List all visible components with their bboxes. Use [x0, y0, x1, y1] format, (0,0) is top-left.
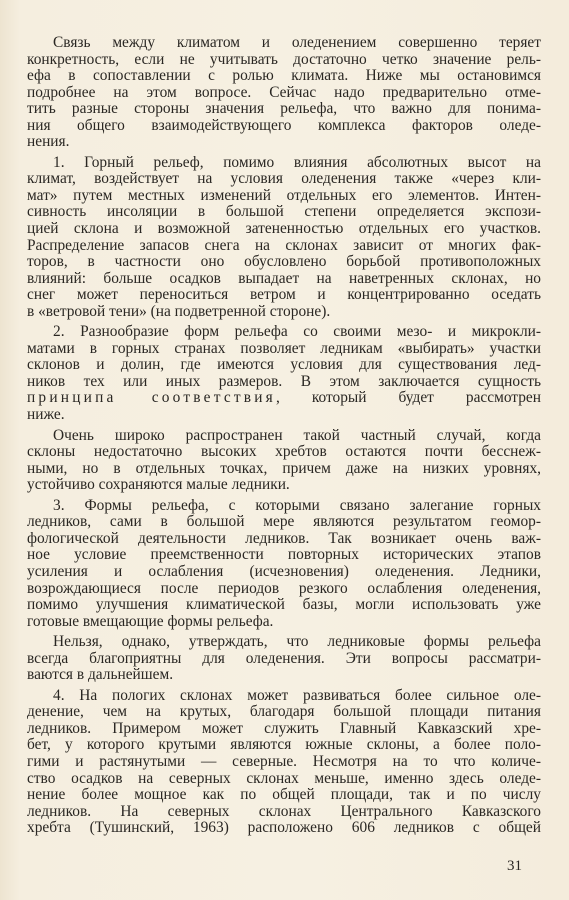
text-line: сивность инсоляции в большой степени определяется экспози-: [27, 203, 541, 221]
text-line: 3. Формы рельефа, с которыми связано залегание горных: [53, 496, 541, 514]
text-line: готовые вмещающие формы рельефа.: [27, 612, 274, 630]
text-line: Нельзя, однако, утверждать, что ледниковые формы рельефа: [53, 633, 541, 651]
text-line-spaced: [27, 390, 541, 407]
text-line: фологической деятельности ледников. Так возникает очень важ-: [27, 529, 541, 547]
text-line: матами в горных странах позволяет ледникам «выбирать» участки: [27, 339, 541, 357]
text-line: ледников. Примером может служить Главный Кавказский хре-: [27, 719, 541, 737]
text-line: бет, у которого крутыми являются южные склоны, а более поло-: [27, 736, 541, 754]
text-line: 4. На пологих склонах может развиваться более сильное оле-: [53, 686, 541, 704]
text-line: Очень широко распространен такой частный случай, когда: [53, 426, 541, 444]
text-line: возрождающиеся после периодов резкого ослабления оледенения,: [27, 579, 541, 597]
text-line: Распределение запасов снега на склонах зависит от многих фак-: [27, 236, 541, 254]
text-line: ное условие преемственности повторных исторических этапов: [27, 546, 541, 564]
paragraph-point-4: [27, 688, 541, 837]
paragraph-point-3: [27, 498, 541, 630]
text-line: ство осадков на северных склонах меньше, именно здесь оледе-: [27, 769, 541, 787]
text-line: 2. Разнообразие форм рельефа со своими мезо- и микрокли-: [53, 323, 541, 341]
text-fragment: , который будет рассмотрен: [275, 389, 541, 407]
text-line: склонов и долин, где имеются условия для существования лед-: [27, 356, 541, 374]
text-line: ефа в сопоставлении с ролью климата. Ниже мы остановимся: [27, 67, 541, 85]
text-line: нения.: [27, 133, 70, 151]
text-line: хребта (Тушинский, 1963) расположено 606 ледников с общей: [27, 819, 541, 837]
text-line: гими и растянутыми — северные. Несмотря на то что количе-: [27, 752, 541, 770]
text-line: помимо улучшения климатической базы, могли использовать уже: [27, 596, 541, 614]
text-line: торов, в частности оно обусловлено борьбой противоположных: [27, 253, 541, 271]
text-line: ников тех или иных размеров. В этом заключается сущность: [27, 372, 541, 390]
text-line: ниже.: [27, 406, 65, 424]
text-line: ваются в дальнейшем.: [27, 666, 174, 684]
text-line: подробнее на этом вопросе. Сейчас надо предварительно отме-: [27, 83, 541, 101]
text-line: конкретность, если не учитывать достаточно четко значение рель-: [27, 50, 541, 68]
paragraph-point-2: [27, 324, 541, 423]
text-line: устойчиво сохраняются малые ледники.: [27, 476, 290, 494]
text-line: всегда благоприятны для оледенения. Эти вопросы рассматри-: [27, 649, 541, 667]
text-line: в «ветровой тени» (на подветренной стороне).: [27, 302, 331, 320]
text-line: ледников, сами в большой мере являются результатом геомор-: [27, 513, 541, 531]
text-line: цией склона и возможной затененностью отдельных его участков.: [27, 220, 541, 238]
page-number: 31: [507, 858, 522, 874]
paragraph-intro: [27, 35, 541, 151]
text-line: снег может переноситься ветром и концентрированно оседать: [27, 286, 541, 304]
paragraph-case: [27, 428, 541, 494]
text-line: усиления и ослабления (исчезновения) оледенения. Ледники,: [27, 562, 541, 580]
paragraph-point-1: [27, 155, 541, 320]
text-line: нение более мощное как по общей площади, так и по числу: [27, 786, 541, 804]
text-line: склоны недостаточно высоких хребтов остаются почти бесснеж-: [27, 443, 541, 461]
paragraph-caveat: [27, 634, 541, 684]
text-line: тить разные стороны значения рельефа, что важно для понима-: [27, 100, 541, 118]
text-line: ледников. На северных склонах Центрального Кавказского: [27, 802, 541, 820]
text-line: Связь между климатом и оледенением совершенно теряет: [53, 34, 541, 51]
text-line: влияний: больше осадков выпадает на наветренных склонах, но: [27, 269, 541, 287]
text-line: мат» путем местных изменений отдельных его элементов. Интен-: [27, 186, 541, 204]
text-line: ными, но в отдельных точках, причем даже на низких уровнях,: [27, 459, 541, 477]
text-line: 1. Горный рельеф, помимо влияния абсолютных высот на: [53, 153, 541, 171]
page-body-text: [27, 35, 541, 841]
spaced-emphasis-term: принципа соответствия: [27, 389, 276, 407]
text-line: ния общего взаимодействующего комплекса факторов оледе-: [27, 116, 541, 134]
text-line: денение, чем на крутых, благодаря большой площади питания: [27, 703, 541, 721]
text-line: климат, воздействует на условия оледенения также «через кли-: [27, 170, 541, 188]
